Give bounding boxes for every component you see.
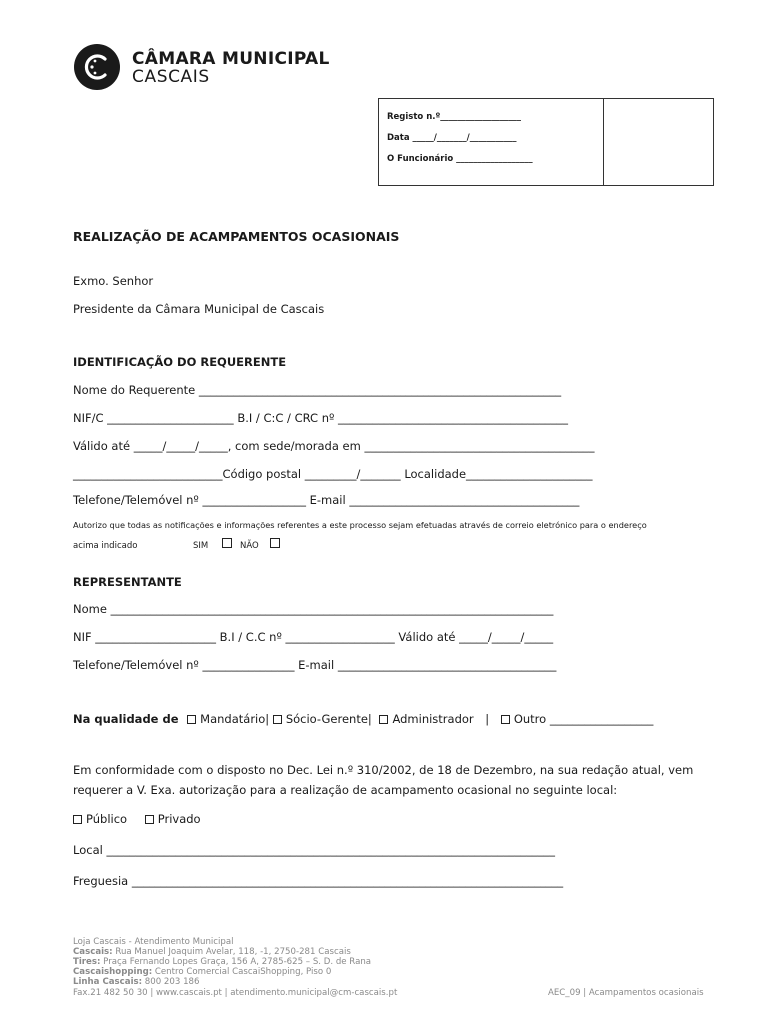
socio-gerente-checkbox[interactable]	[273, 715, 282, 724]
sim-checkbox[interactable]	[222, 538, 232, 548]
footer-line5: Linha Cascais: 800 203 186	[73, 977, 200, 987]
logo-subtitle: CASCAIS	[132, 67, 210, 87]
nao-label: NÃO	[240, 541, 259, 551]
administrador-checkbox[interactable]	[379, 715, 388, 724]
autorizo-text: Autorizo que todas as notificações e informações referentes a este processo sejam efetuadas através de correio eletrónico para o endereço	[73, 520, 647, 530]
publico-label: Público	[86, 812, 128, 826]
mandatario-checkbox[interactable]	[187, 715, 196, 724]
salutation-line2: Presidente da Câmara Municipal de Cascais	[73, 302, 325, 316]
requerente-telefone-field[interactable]: Telefone/Telemóvel nº __________________ E-mail ________________________________________	[73, 493, 580, 507]
footer-line3: Tires: Praça Fernando Lopes Graça, 156 A, 2785-625 – S. D. de Rana	[73, 957, 372, 967]
pedido-line1: Em conformidade com o disposto no Dec. Lei n.º 310/2002, de 18 de Dezembro, na sua redação atual, vem	[73, 763, 694, 777]
qualidade-label: Na qualidade de	[73, 712, 179, 726]
footer-line1: Loja Cascais - Atendimento Municipal	[73, 937, 234, 947]
salutation-line1: Exmo. Senhor	[73, 274, 154, 288]
privado-checkbox[interactable]	[145, 815, 154, 824]
outro-checkbox[interactable]	[501, 715, 510, 724]
representante-heading: REPRESENTANTE	[73, 575, 182, 589]
form-code: AEC_09 | Acampamentos ocasionais	[548, 988, 704, 998]
publico-checkbox[interactable]	[73, 815, 82, 824]
requerente-nome-field[interactable]: Nome do Requerente _______________________________________________________________	[73, 383, 562, 397]
funcionario-field: O Funcionário __________________	[387, 154, 533, 164]
tipo-local-row	[73, 812, 201, 826]
data-field: Data _____/_______/___________	[387, 133, 517, 143]
cascais-logo-icon	[74, 44, 120, 90]
representante-nif-field[interactable]: NIF _____________________ B.I / C.C nº ___________________ Válido até _____/_____/_____	[73, 630, 554, 644]
page-title: REALIZAÇÃO DE ACAMPAMENTOS OCASIONAIS	[73, 229, 400, 244]
requerente-heading: IDENTIFICAÇÃO DO REQUERENTE	[73, 355, 287, 369]
administrador-label: Administrador	[392, 712, 474, 726]
mandatario-label: Mandatário|	[200, 712, 270, 726]
outro-field[interactable]: Outro __________________	[513, 712, 654, 726]
representante-telefone-field[interactable]: Telefone/Telemóvel nº ________________ E-mail ______________________________________	[73, 658, 557, 672]
registry-box	[378, 98, 714, 186]
requerente-morada-field[interactable]: __________________________Código postal _________/_______ Localidade______________________	[73, 467, 593, 481]
requerente-valido-field[interactable]: Válido até _____/_____/_____, com sede/morada em ________________________________________	[73, 439, 595, 453]
registo-field: Registo n.º___________________	[387, 112, 522, 122]
qualidade-row	[73, 712, 653, 726]
privado-label: Privado	[157, 812, 201, 826]
pedido-line2: requerer a V. Exa. autorização para a realização de acampamento ocasional no seguinte local:	[73, 783, 618, 797]
autorizo-text-2: acima indicado	[73, 541, 138, 551]
nao-checkbox[interactable]	[270, 538, 280, 548]
footer-line2: Cascais: Rua Manuel Joaquim Avelar, 118, -1, 2750-281 Cascais	[73, 947, 351, 957]
socio-gerente-label: Sócio-Gerente|	[285, 712, 372, 726]
requerente-nif-field[interactable]: NIF/C ______________________ B.I / C:C / CRC nº ________________________________________	[73, 411, 569, 425]
local-field[interactable]: Local ______________________________________________________________________________	[73, 843, 555, 857]
qualidade-separator: |	[485, 712, 490, 726]
logo-title: CÂMARA MUNICIPAL	[132, 49, 330, 69]
footer-contact: Fax.21 482 50 30 | www.cascais.pt | atendimento.municipal@cm-cascais.pt	[73, 988, 398, 998]
sim-label: SIM	[193, 541, 209, 551]
freguesia-field[interactable]: Freguesia ___________________________________________________________________________	[73, 874, 564, 888]
registry-divider	[603, 99, 604, 185]
footer-line4: Cascaishopping: Centro Comercial CascaiShopping, Piso 0	[73, 967, 332, 977]
representante-nome-field[interactable]: Nome _____________________________________________________________________________	[73, 602, 554, 616]
